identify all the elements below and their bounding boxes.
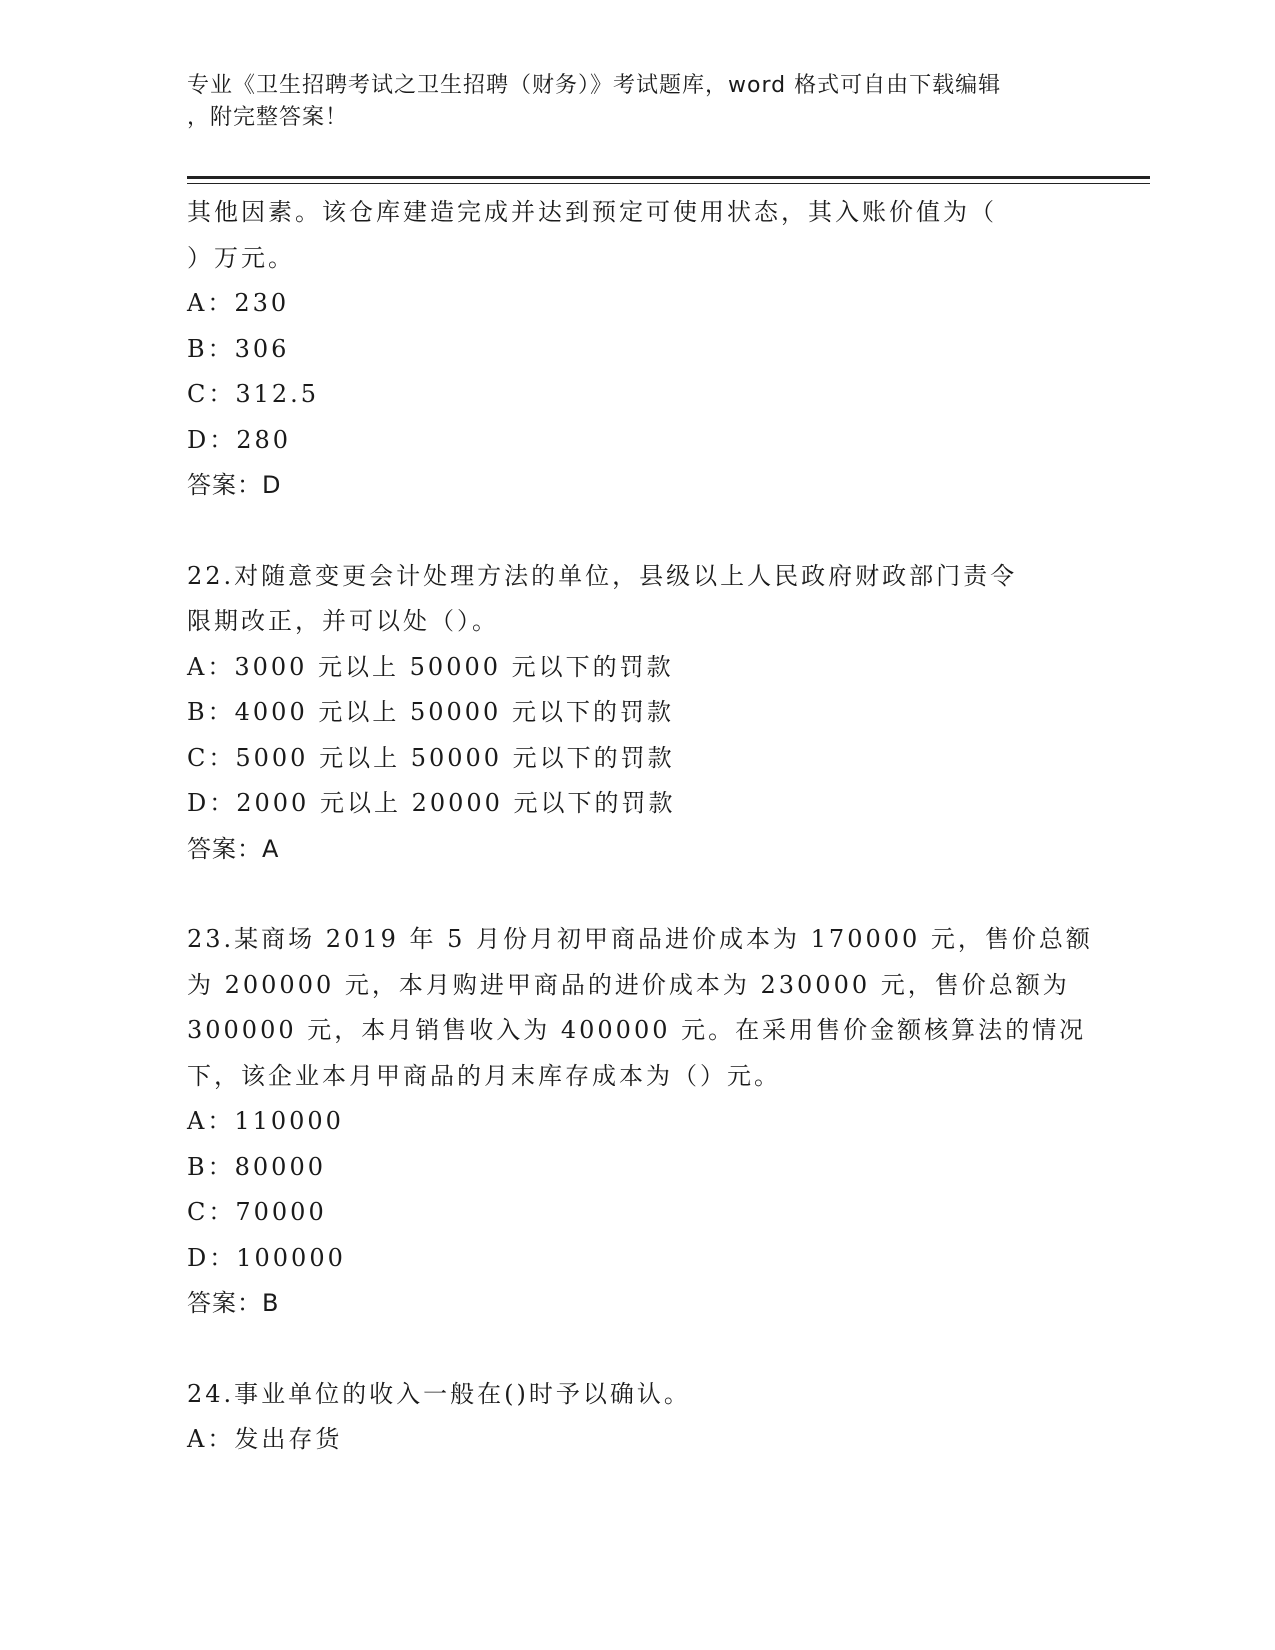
header-line: 专业《卫生招聘考试之卫生招聘（财务）》考试题库，word 格式可自由下载编辑 (187, 73, 1002, 98)
question-stem-line: ）万元。 (187, 243, 295, 272)
question-24 (187, 1372, 1087, 1463)
question-stem-line: 下，该企业本月甲商品的月末库存成本为（）元。 (187, 1061, 781, 1090)
question-stem-line: 24.事业单位的收入一般在()时予以确认。 (187, 1379, 691, 1408)
option-b: B：306 (187, 334, 290, 363)
question-22 (187, 554, 1087, 873)
question-list (187, 190, 1093, 1463)
document-header (187, 70, 1067, 134)
option-d: D：100000 (187, 1243, 346, 1272)
option-c: C：70000 (187, 1198, 327, 1226)
question-stem-line: 其他因素。该仓库建造完成并达到预定可使用状态，其入账价值为（ (187, 198, 997, 226)
option-a: A：发出存货 (187, 1425, 343, 1453)
option-d: D：2000 元以上 20000 元以下的罚款 (187, 789, 676, 817)
option-b: B：80000 (187, 1152, 326, 1181)
option-d: D：280 (187, 425, 292, 454)
answer-label: 答案：B (187, 1289, 280, 1317)
question-stem-line: 为 200000 元，本月购进甲商品的进价成本为 230000 元，售价总额为 (187, 970, 1070, 999)
header-line: ，附完整答案！ (187, 105, 349, 130)
option-a: A：3000 元以上 50000 元以下的罚款 (187, 652, 674, 681)
question-stem-line: 300000 元，本月销售收入为 400000 元。在采用售价金额核算法的情况 (187, 1016, 1087, 1044)
answer-label: 答案：D (187, 471, 282, 499)
question-23 (187, 917, 1093, 1327)
option-a: A：110000 (187, 1107, 344, 1135)
answer-label: 答案：A (187, 834, 280, 863)
question-stem-line: 限期改正，并可以处（）。 (187, 607, 499, 635)
option-a: A：230 (187, 289, 290, 317)
question-21 (187, 190, 1087, 509)
question-stem-line: 23.某商场 2019 年 5 月份月初甲商品进价成本为 170000 元，售价总额 (187, 925, 1093, 953)
header-rule-thin (187, 183, 1150, 184)
option-b: B：4000 元以上 50000 元以下的罚款 (187, 698, 674, 726)
option-c: C：5000 元以上 50000 元以下的罚款 (187, 743, 675, 772)
option-c: C：312.5 (187, 380, 320, 408)
question-stem-line: 22.对随意变更会计处理方法的单位，县级以上人民政府财政部门责令 (187, 561, 1018, 590)
header-rule-thick (187, 176, 1150, 179)
